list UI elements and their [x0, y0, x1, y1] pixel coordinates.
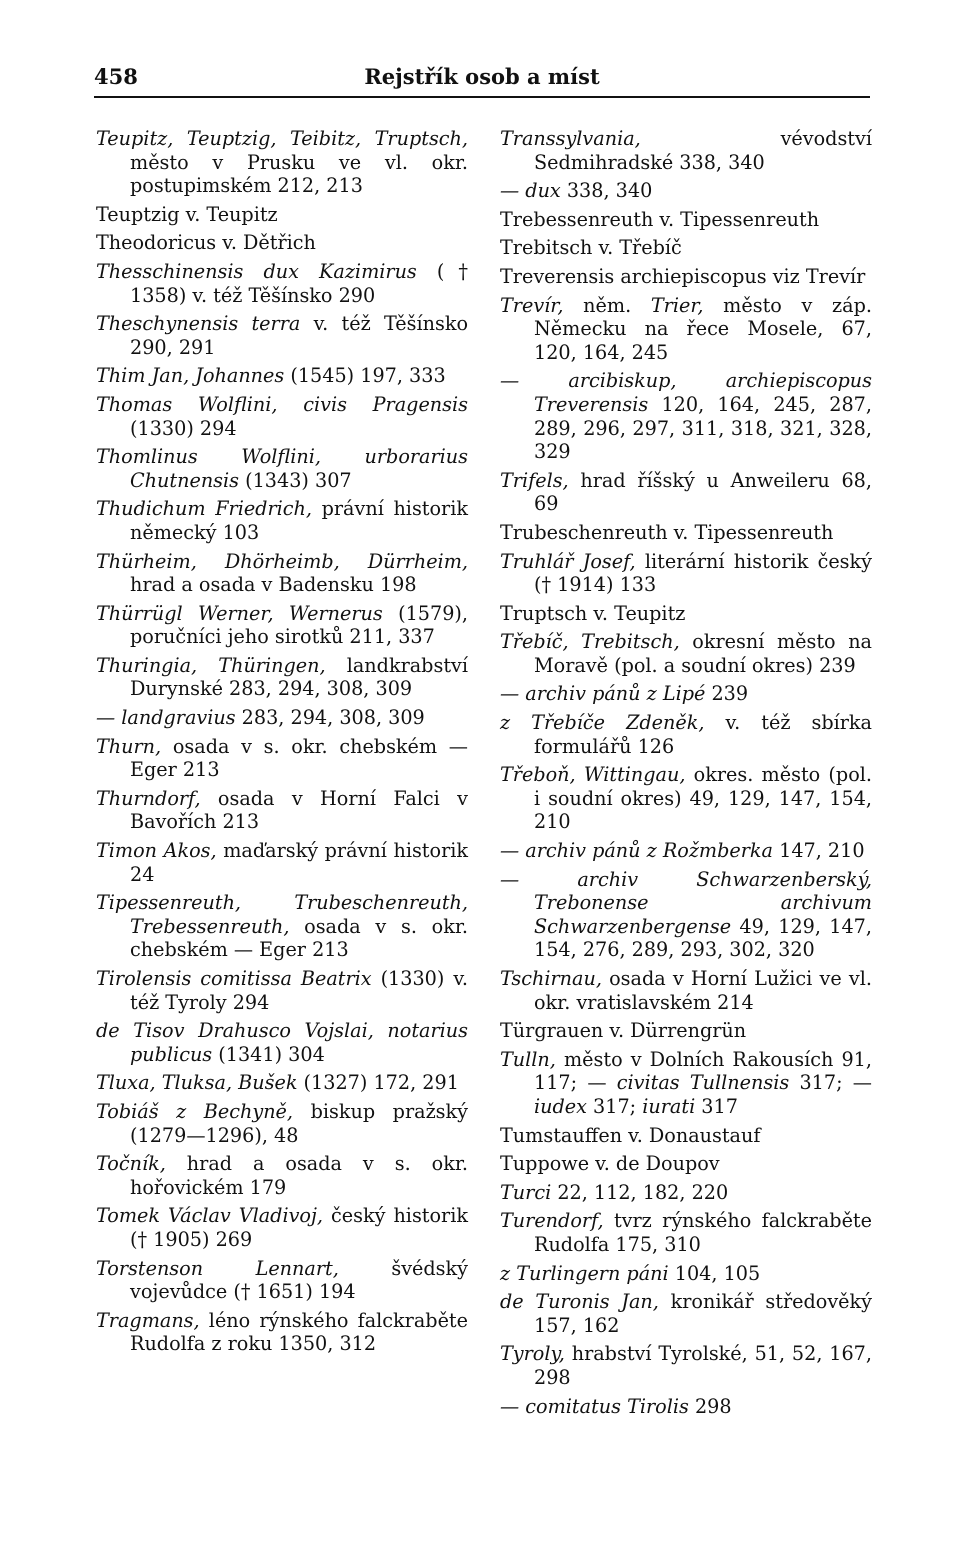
entry-headword: Thudichum Friedrich, — [96, 497, 312, 521]
index-entry — [500, 236, 872, 260]
index-entry — [500, 1124, 872, 1148]
index-entry — [96, 706, 468, 730]
entry-headword: Timon Akos, — [96, 839, 217, 863]
entry-headword: Tipessenreuth, Trubeschenreuth, Trebessenreuth, — [96, 891, 468, 938]
entry-headword: — landgravius — [96, 706, 236, 730]
entry-text: 22, 112, 182, 220 — [551, 1180, 729, 1204]
index-entry — [96, 654, 468, 701]
entry-text: Trubeschenreuth v. Tipessenreuth — [500, 520, 834, 544]
entry-text: město v Prusku ve vl. okr. postupimském 212, 213 — [130, 150, 468, 198]
entry-text: 104, 105 — [668, 1261, 761, 1285]
entry-headword: de Turonis Jan, — [500, 1290, 659, 1314]
entry-headword: Thürrügl Werner, Wernerus — [96, 601, 383, 625]
entry-headword: Třeboň, Wittingau, — [500, 763, 686, 787]
entry-text: 298 — [688, 1394, 732, 1418]
entry-headword: — archiv pánů z Rožmberka — [500, 839, 774, 863]
entry-headword: Thürheim, Dhörheimb, Dürrheim, — [96, 549, 468, 573]
entry-text: 147, 210 — [773, 839, 865, 863]
entry-headword: Teupitz, Teuptzig, Teibitz, Truptsch, — [96, 127, 468, 150]
index-entry — [500, 1209, 872, 1256]
entry-headword: civitas Tullnensis — [616, 1071, 790, 1095]
entry-text: 239 — [705, 682, 749, 706]
entry-headword: Trevír, — [500, 293, 564, 317]
index-entry — [500, 1342, 872, 1389]
index-entry — [96, 203, 468, 227]
entry-text: 120, 164, 245, 287, 289, 296, 297, 311, 318, 321, 328, 329 — [534, 392, 872, 464]
entry-text: (1327) 172, 291 — [297, 1071, 459, 1095]
entry-text: hrad a osada v Badensku 198 — [130, 573, 417, 597]
entry-text: Treverensis archiepiscopus viz Trevír — [500, 264, 866, 288]
entry-text: osada v Horní Falci v Bavořích 213 — [130, 786, 468, 834]
index-entry — [500, 179, 872, 203]
entry-text: 338, 340 — [560, 179, 653, 203]
entry-text: landkrabství Durynské 283, 294, 308, 309 — [130, 653, 469, 701]
index-entry — [500, 127, 872, 174]
index-entry — [500, 294, 872, 365]
index-entry — [96, 497, 468, 544]
index-entry — [500, 265, 872, 289]
entry-headword: — archiv pánů z Lipé — [500, 682, 706, 706]
entry-headword: z Třebíče Zdeněk, — [500, 711, 705, 735]
index-entry — [96, 602, 468, 649]
entry-text: švédský vojevůdce († 1651) 194 — [130, 1256, 468, 1304]
index-entry — [500, 602, 872, 626]
entry-text: osada v s. okr. chebském — Eger 213 — [130, 734, 468, 782]
entry-text: hrad a osada v s. okr. hořovickém 179 — [130, 1152, 468, 1199]
entry-text: literární historik český († 1914) 133 — [534, 549, 872, 597]
entry-headword: — comitatus Tirolis — [500, 1394, 689, 1418]
index-entry — [500, 208, 872, 232]
entry-text: Tuppowe v. de Doupov — [500, 1152, 720, 1176]
index-entry — [96, 839, 468, 886]
entry-text: († 1358) v. též Těšínsko 290 — [130, 259, 468, 307]
entry-text: Teuptzig v. Teupitz — [96, 202, 278, 226]
index-entry — [500, 711, 872, 758]
entry-text: okresní město na Moravě (pol. a soudní okres) 239 — [534, 630, 872, 677]
index-entry — [96, 445, 468, 492]
entry-headword: Točník, — [96, 1152, 166, 1176]
entry-text: 317 — [695, 1094, 738, 1118]
index-column-right — [500, 127, 872, 1423]
entry-text: biskup pražský (1279—1296), 48 — [130, 1099, 468, 1147]
index-entry — [500, 1019, 872, 1043]
index-entry — [96, 1309, 468, 1356]
entry-headword: Tschirnau, — [500, 967, 602, 990]
entry-text: hrad říšský u Anweileru 68, 69 — [534, 468, 872, 516]
index-entry — [96, 312, 468, 359]
index-entry — [500, 967, 872, 1014]
entry-text: Trebitsch v. Třebíč — [500, 236, 682, 260]
index-entry — [96, 231, 468, 255]
entry-headword: Tulln, — [500, 1047, 556, 1071]
entry-headword: Turci — [500, 1180, 552, 1204]
entry-headword: Thurndorf, — [96, 786, 201, 810]
index-entry — [96, 550, 468, 597]
entry-headword: Thomas Wolflini, civis Pragensis — [96, 392, 468, 416]
entry-text: 49, 129, 147, 154, 276, 289, 293, 302, 320 — [534, 914, 872, 962]
index-entry — [96, 1152, 468, 1199]
entry-headword: Thesschinensis dux Kazimirus — [96, 259, 417, 283]
entry-text: 283, 294, 308, 309 — [235, 706, 425, 730]
index-entry — [96, 1071, 468, 1095]
index-entry — [96, 260, 468, 307]
entry-text: (1341) 304 — [212, 1042, 325, 1066]
entry-headword: Tomek Václav Vladivoj, — [96, 1204, 324, 1228]
entry-text: maďarský právní historik 24 — [130, 839, 469, 886]
entry-text: 317; — [586, 1094, 643, 1118]
index-entry — [500, 1181, 872, 1205]
entry-text: v. též Těšínsko 290, 291 — [130, 312, 468, 359]
entry-headword: Thurn, — [96, 734, 162, 758]
entry-headword: Turendorf, — [500, 1209, 604, 1233]
index-entry — [96, 364, 468, 388]
entry-text: kronikář středověký 157, 162 — [534, 1290, 872, 1337]
running-title: Rejstřík osob a míst — [364, 64, 600, 89]
index-entry — [500, 550, 872, 597]
index-entry — [500, 1395, 872, 1419]
entry-text: právní historik německý 103 — [130, 497, 468, 544]
entry-text: něm. — [563, 293, 651, 317]
entry-text: vévodství Sedmihradské 338, 340 — [534, 127, 872, 174]
index-entry — [500, 521, 872, 545]
entry-headword: Truhlář Josef, — [500, 549, 636, 573]
index-entry — [500, 868, 872, 962]
entry-text: (1545) 197, 333 — [284, 364, 446, 388]
entry-headword: Thuringia, Thüringen, — [96, 653, 326, 677]
index-entry — [96, 1257, 468, 1304]
index-entry — [96, 967, 468, 1014]
index-entry — [96, 891, 468, 962]
entry-headword: — archiv Schwarzenberský, Trebonense archivum Schwarzenbergense — [500, 867, 872, 938]
index-entry — [96, 1019, 468, 1066]
index-entry — [96, 1100, 468, 1147]
index-entry — [500, 1048, 872, 1119]
entry-text: (1330) v. též Tyroly 294 — [130, 967, 468, 1014]
entry-headword: Transsylvania, — [500, 127, 641, 150]
entry-text: (1579), poručníci jeho sirotků 211, 337 — [130, 601, 468, 649]
entry-headword: Theschynensis terra — [96, 312, 301, 336]
index-entry — [500, 630, 872, 677]
entry-text: okres. město (pol. i soudní okres) 49, 129, 147, 154, 210 — [534, 763, 872, 834]
index-entry — [500, 1262, 872, 1286]
header-rule — [94, 96, 870, 98]
index-column-left — [96, 127, 468, 1361]
page-header — [94, 64, 870, 94]
entry-text: tvrz rýnského falckraběte Rudolfa 175, 310 — [534, 1209, 872, 1256]
index-entry — [96, 735, 468, 782]
entry-text: Truptsch v. Teupitz — [500, 601, 686, 625]
entry-text: město v záp. Německu na řece Mosele, 67, 120, 164, 245 — [534, 293, 872, 364]
entry-headword: Torstenson Lennart, — [96, 1256, 339, 1280]
index-entry — [96, 787, 468, 834]
entry-headword: Tobiáš z Bechyně, — [96, 1099, 294, 1123]
index-entry — [500, 1290, 872, 1337]
entry-headword: — arcibiskup, archiepiscopus Treverensis — [500, 369, 872, 416]
entry-text: Türgrauen v. Dürrengrün — [500, 1019, 747, 1043]
index-entry — [96, 1204, 468, 1251]
entry-headword: Thim Jan, Johannes — [96, 364, 285, 388]
entry-text: (1330) 294 — [130, 416, 237, 440]
index-entry — [500, 763, 872, 834]
index-entry — [500, 369, 872, 463]
entry-headword: de Tisov Drahusco Vojslai, notarius publicus — [96, 1019, 468, 1066]
entry-headword: Tirolensis comitissa Beatrix — [96, 967, 372, 990]
index-entry — [500, 839, 872, 863]
index-entry — [500, 1152, 872, 1176]
entry-headword: Třebíč, Trebitsch, — [500, 630, 680, 654]
index-entry — [500, 469, 872, 516]
entry-headword: iudex — [534, 1094, 587, 1118]
entry-text: 317; — — [789, 1071, 872, 1095]
entry-text: osada v Horní Lužici ve vl. okr. vratislavském 214 — [534, 967, 872, 1014]
index-entry — [500, 682, 872, 706]
index-entry — [96, 127, 468, 198]
entry-text: město v Dolních Rakousích 91, 117; — — [534, 1047, 872, 1095]
entry-headword: Tyroly, — [500, 1342, 565, 1366]
entry-headword: Trifels, — [500, 468, 569, 492]
entry-text: v. též sbírka formulářů 126 — [534, 711, 872, 758]
entry-text: léno rýnského falckraběte Rudolfa z roku 1350, 312 — [130, 1308, 468, 1356]
entry-headword: Thomlinus Wolflini, urborarius Chutnensis — [96, 445, 468, 492]
entry-text: Trebessenreuth v. Tipessenreuth — [500, 207, 820, 231]
entry-headword: Tragmans, — [96, 1308, 200, 1332]
entry-text: Tumstauffen v. Donaustauf — [500, 1123, 761, 1147]
entry-text: osada v s. okr. chebském — Eger 213 — [130, 914, 468, 962]
entry-text: hrabství Tyrolské, 51, 52, 167, 298 — [534, 1342, 872, 1389]
index-entry — [96, 393, 468, 440]
entry-headword: z Turlingern páni — [500, 1261, 669, 1285]
entry-text: český historik († 1905) 269 — [130, 1204, 468, 1251]
entry-headword: iurati — [642, 1094, 696, 1118]
entry-text: (1343) 307 — [239, 468, 352, 492]
entry-text: Theodoricus v. Dětřich — [96, 231, 316, 255]
entry-headword: Trier, — [650, 293, 704, 317]
entry-headword: — dux — [500, 179, 561, 203]
entry-headword: Tluxa, Tluksa, Bušek — [96, 1071, 298, 1095]
page-number: 458 — [94, 64, 138, 89]
